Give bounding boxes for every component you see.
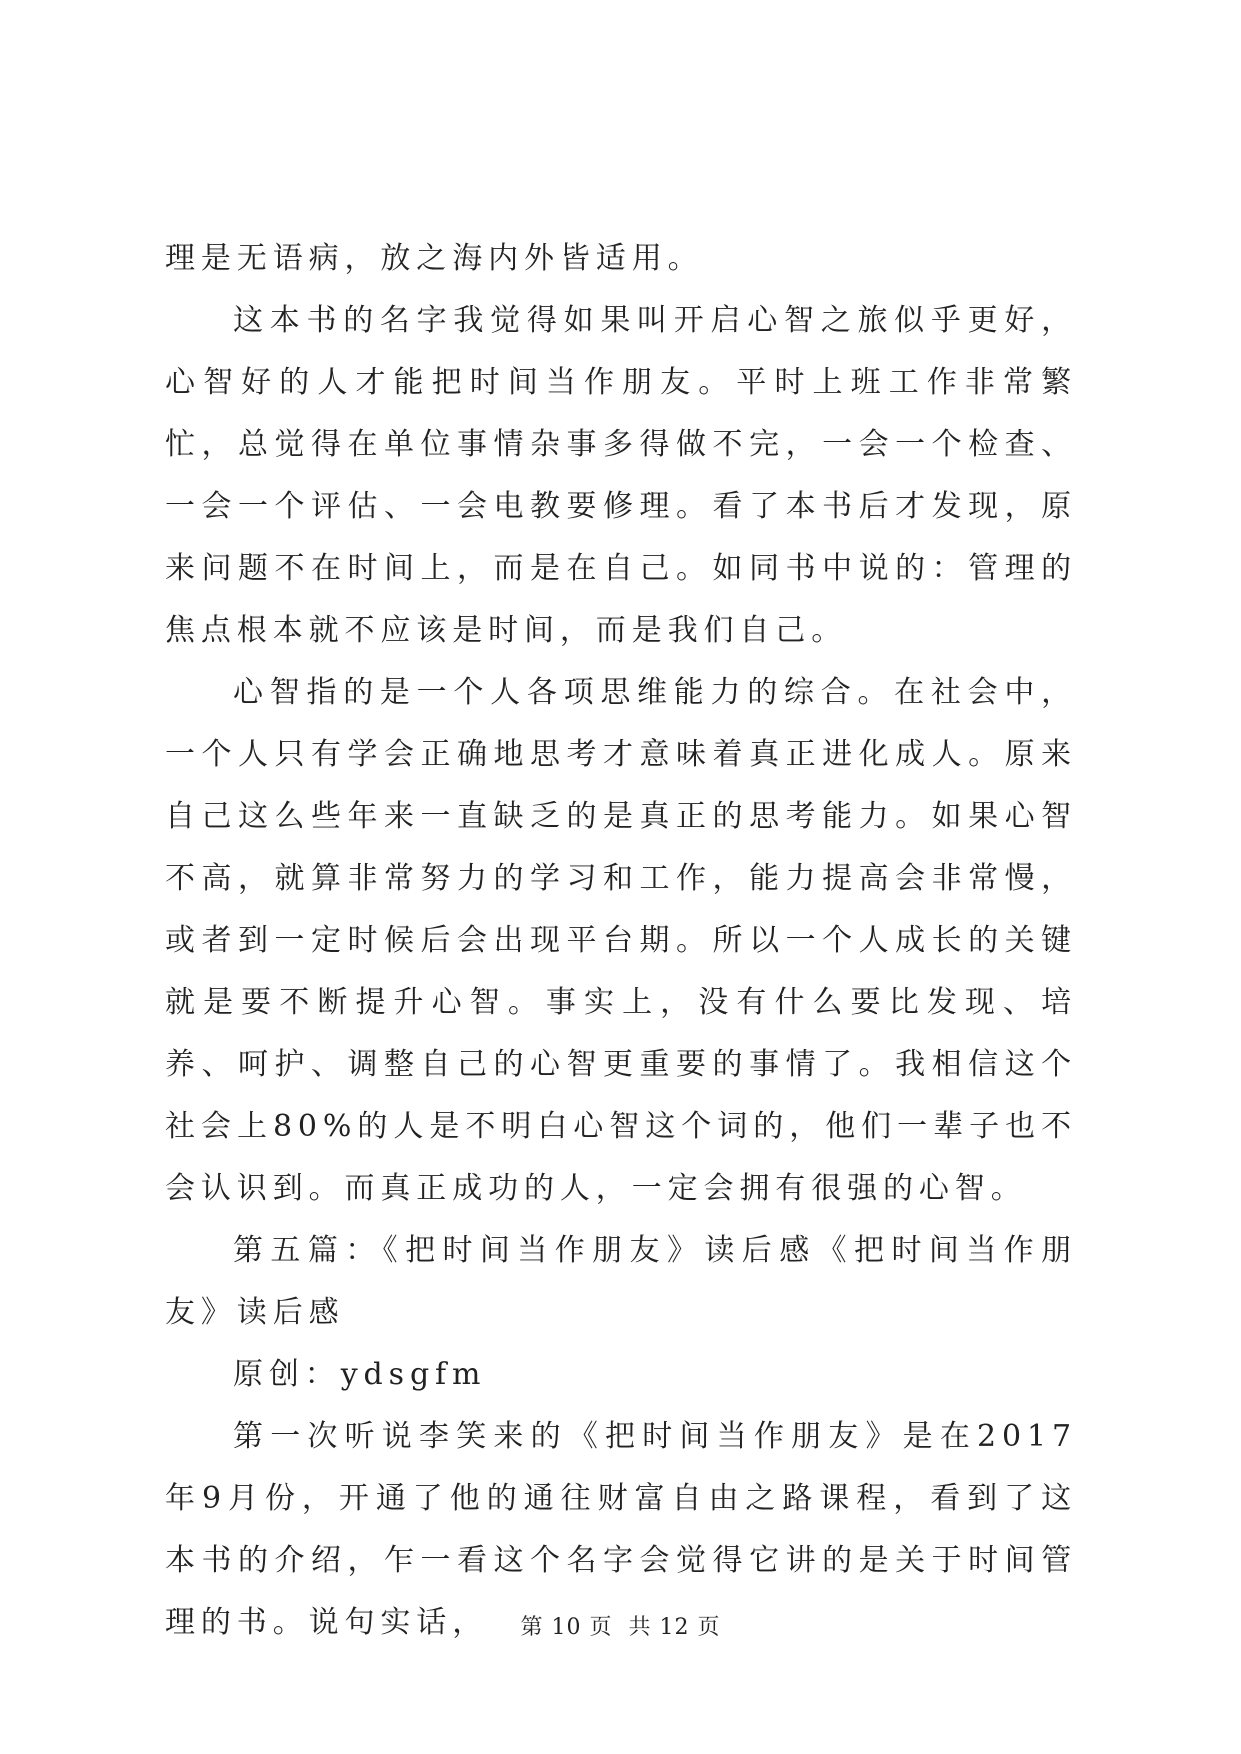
- author-line: 原创：ydsgfm: [233, 1357, 487, 1392]
- section-heading: 第五篇：《把时间当作朋友》读后感《把时间当作朋友》读后感: [165, 1233, 1077, 1330]
- paragraph: 心智指的是一个人各项思维能力的综合。在社会中，一个人只有学会正确地思考才意味着真正进化成人。原来自己这么些年来一直缺乏的是真正的思考能力。如果心智不高，就算非常努力的学习和工作，能力提高会非常慢，或者到一定时候后会出现平台期。所以一个人成长的关键就是要不断提升心智。事实上，没有什么要比发现、培养、呵护、调整自己的心智更重要的事情了。我相信这个社会上80%的人是不明白心智这个词的，他们一辈子也不会认识到。而真正成功的人，一定会拥有很强的心智。: [165, 675, 1077, 1206]
- page-footer: [0, 1610, 1241, 1641]
- paragraph: 第一次听说李笑来的《把时间当作朋友》是在2017年9月份，开通了他的通往财富自由之路课程，看到了这本书的介绍，乍一看这个名字会觉得它讲的是关于时间管理的书。说句实话，: [165, 1419, 1077, 1640]
- paragraph: 这本书的名字我觉得如果叫开启心智之旅似乎更好，心智好的人才能把时间当作朋友。平时上班工作非常繁忙，总觉得在单位事情杂事多得做不完，一会一个检查、一会一个评估、一会电教要修理。看了本书后才发现，原来问题不在时间上，而是在自己。如同书中说的：管理的焦点根本就不应该是时间，而是我们自己。: [165, 303, 1077, 648]
- page-number: 第 10 页 共 12 页: [520, 1615, 721, 1640]
- paragraph: 理是无语病，放之海内外皆适用。: [165, 241, 704, 276]
- document-body: [165, 228, 1077, 1654]
